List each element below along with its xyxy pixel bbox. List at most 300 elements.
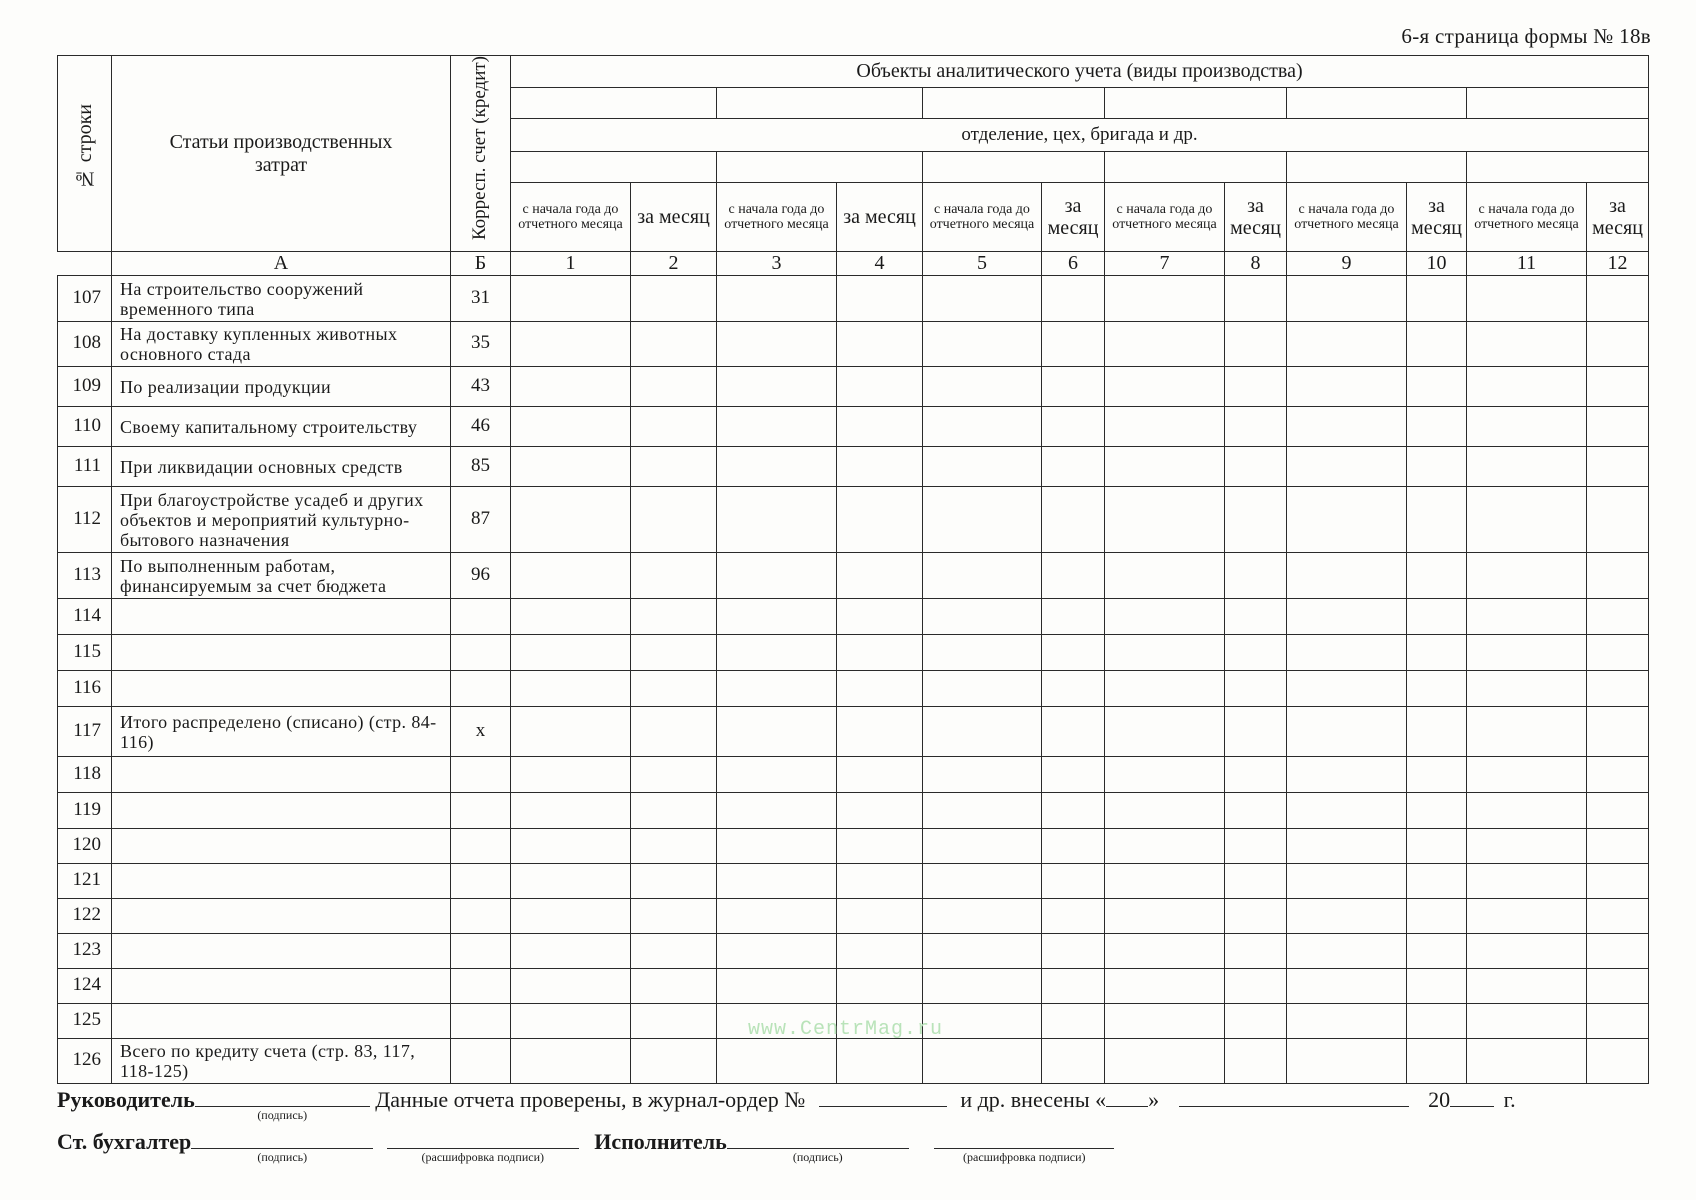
amount-cell[interactable] [1467, 553, 1587, 599]
amount-cell[interactable] [1587, 757, 1649, 793]
production-kind-cell[interactable] [923, 88, 1105, 119]
amount-cell[interactable] [1467, 864, 1587, 899]
amount-cell[interactable] [837, 864, 923, 899]
amount-cell[interactable] [923, 934, 1042, 969]
amount-cell[interactable] [1225, 1004, 1287, 1039]
production-kind-cell[interactable] [1105, 88, 1287, 119]
executor-signature-field[interactable]: (подпись) [727, 1128, 909, 1149]
amount-cell[interactable] [1042, 322, 1105, 367]
cost-article[interactable] [112, 969, 451, 1004]
amount-cell[interactable] [1225, 864, 1287, 899]
amount-cell[interactable] [511, 447, 631, 487]
amount-cell[interactable] [717, 276, 837, 322]
row-number: 115 [58, 635, 112, 671]
amount-cell[interactable] [1042, 793, 1105, 829]
amount-cell[interactable] [1042, 367, 1105, 407]
amount-cell[interactable] [1587, 864, 1649, 899]
amount-cell[interactable] [1105, 934, 1225, 969]
amount-cell[interactable] [1225, 322, 1287, 367]
production-kind-cell[interactable] [1287, 88, 1467, 119]
amount-cell[interactable] [1467, 487, 1587, 553]
amount-cell[interactable] [1225, 671, 1287, 707]
amount-cell[interactable] [1587, 671, 1649, 707]
amount-cell[interactable] [923, 864, 1042, 899]
amount-cell[interactable] [1287, 1004, 1407, 1039]
amount-cell[interactable] [1105, 635, 1225, 671]
amount-cell[interactable] [631, 969, 717, 1004]
amount-cell[interactable] [717, 899, 837, 934]
amount-cell[interactable] [1407, 793, 1467, 829]
amount-cell[interactable] [1042, 447, 1105, 487]
amount-cell[interactable] [923, 276, 1042, 322]
corr-account-value[interactable] [451, 899, 511, 934]
amount-cell[interactable] [1287, 407, 1407, 447]
cost-article: Своему капитальному строительству [112, 407, 451, 447]
amount-cell[interactable] [1287, 793, 1407, 829]
amount-cell[interactable] [837, 934, 923, 969]
amount-cell[interactable] [837, 322, 923, 367]
amount-cell[interactable] [511, 707, 631, 757]
amount-cell[interactable] [1042, 1004, 1105, 1039]
amount-cell[interactable] [1467, 934, 1587, 969]
amount-cell[interactable] [1042, 1039, 1105, 1084]
amount-cell[interactable] [1287, 322, 1407, 367]
form-page-reference: 6-я страница формы № 18в [1401, 24, 1651, 48]
amount-cell[interactable] [717, 367, 837, 407]
amount-cell[interactable] [923, 487, 1042, 553]
amount-cell[interactable] [837, 635, 923, 671]
amount-cell[interactable] [631, 934, 717, 969]
chief-accountant-signature-field[interactable]: (подпись) [191, 1128, 373, 1149]
amount-cell[interactable] [1287, 864, 1407, 899]
amount-cell[interactable] [837, 707, 923, 757]
corr-account-value[interactable] [451, 599, 511, 635]
executor-decode-field[interactable]: (расшифровка подписи) [934, 1128, 1114, 1149]
amount-cell[interactable] [1587, 487, 1649, 553]
amount-cell[interactable] [1587, 829, 1649, 864]
amount-cell[interactable] [717, 553, 837, 599]
amount-cell[interactable] [631, 671, 717, 707]
amount-cell[interactable] [1105, 322, 1225, 367]
amount-cell[interactable] [837, 599, 923, 635]
cost-article[interactable] [112, 864, 451, 899]
amount-cell[interactable] [1105, 276, 1225, 322]
corr-account-value[interactable] [451, 757, 511, 793]
amount-cell[interactable] [1042, 899, 1105, 934]
corr-account-value[interactable] [451, 864, 511, 899]
amount-cell[interactable] [1042, 635, 1105, 671]
amount-cell[interactable] [923, 635, 1042, 671]
amount-cell[interactable] [1105, 367, 1225, 407]
chief-accountant-decode-field[interactable]: (расшифровка подписи) [387, 1128, 579, 1149]
amount-cell[interactable] [923, 757, 1042, 793]
amount-cell[interactable] [511, 934, 631, 969]
amount-cell[interactable] [1467, 899, 1587, 934]
amount-cell[interactable] [717, 635, 837, 671]
amount-cell[interactable] [837, 1039, 923, 1084]
amount-cell[interactable] [1225, 487, 1287, 553]
amount-cell[interactable] [717, 447, 837, 487]
amount-cell[interactable] [837, 829, 923, 864]
amount-cell[interactable] [1587, 1004, 1649, 1039]
amount-cell[interactable] [1225, 447, 1287, 487]
production-kind-cell[interactable] [717, 88, 923, 119]
amount-cell[interactable] [1287, 707, 1407, 757]
cost-article[interactable] [112, 899, 451, 934]
amount-cell[interactable] [1467, 367, 1587, 407]
amount-cell[interactable] [1042, 864, 1105, 899]
amount-cell[interactable] [923, 671, 1042, 707]
corr-account-value[interactable] [451, 829, 511, 864]
cost-article[interactable] [112, 1004, 451, 1039]
amount-cell[interactable] [923, 1039, 1042, 1084]
amount-cell[interactable] [1042, 553, 1105, 599]
period-month-header: за месяц [837, 182, 923, 251]
cost-article: При ликвидации основных средств [112, 447, 451, 487]
production-kind-cell[interactable] [1467, 88, 1649, 119]
amount-cell[interactable] [631, 276, 717, 322]
amount-cell[interactable] [837, 367, 923, 407]
amount-cell[interactable] [1105, 553, 1225, 599]
amount-cell[interactable] [923, 969, 1042, 1004]
amount-cell[interactable] [1587, 707, 1649, 757]
corr-account-value[interactable] [451, 635, 511, 671]
amount-cell[interactable] [837, 487, 923, 553]
subdivision-cell[interactable] [511, 151, 717, 182]
amount-cell[interactable] [923, 407, 1042, 447]
amount-cell[interactable] [1587, 553, 1649, 599]
entry-year-field[interactable] [1450, 1086, 1494, 1107]
amount-cell[interactable] [631, 757, 717, 793]
amount-cell[interactable] [1225, 707, 1287, 757]
amount-cell[interactable] [923, 793, 1042, 829]
amount-cell[interactable] [511, 276, 631, 322]
amount-cell[interactable] [923, 829, 1042, 864]
production-kind-cell[interactable] [511, 88, 717, 119]
amount-cell[interactable] [511, 367, 631, 407]
amount-cell[interactable] [631, 447, 717, 487]
amount-cell[interactable] [923, 553, 1042, 599]
amount-cell[interactable] [717, 829, 837, 864]
amount-cell[interactable] [511, 1004, 631, 1039]
amount-cell[interactable] [923, 447, 1042, 487]
amount-cell[interactable] [1587, 407, 1649, 447]
amount-cell[interactable] [1287, 635, 1407, 671]
executor-label: Исполнитель [594, 1129, 727, 1154]
amount-cell[interactable] [1225, 553, 1287, 599]
amount-cell[interactable] [717, 407, 837, 447]
amount-cell[interactable] [1287, 757, 1407, 793]
amount-cell[interactable] [631, 322, 717, 367]
amount-cell[interactable] [511, 407, 631, 447]
amount-cell[interactable] [1225, 934, 1287, 969]
amount-cell[interactable] [1407, 757, 1467, 793]
amount-cell[interactable] [717, 599, 837, 635]
cost-article[interactable] [112, 934, 451, 969]
amount-cell[interactable] [631, 1004, 717, 1039]
entered-text: и др. внесены « [960, 1087, 1107, 1112]
amount-cell[interactable] [1407, 553, 1467, 599]
amount-cell[interactable] [1225, 899, 1287, 934]
amount-cell[interactable] [1225, 793, 1287, 829]
amount-cell[interactable] [1407, 969, 1467, 1004]
amount-cell[interactable] [631, 793, 717, 829]
amount-cell[interactable] [1287, 487, 1407, 553]
amount-cell[interactable] [1587, 635, 1649, 671]
amount-cell[interactable] [1287, 1039, 1407, 1084]
amount-cell[interactable] [1467, 969, 1587, 1004]
amount-cell[interactable] [1407, 899, 1467, 934]
amount-cell[interactable] [837, 969, 923, 1004]
amount-cell[interactable] [1467, 757, 1587, 793]
amount-cell[interactable] [1287, 829, 1407, 864]
subdivision-cell[interactable] [923, 151, 1105, 182]
amount-cell[interactable] [1225, 757, 1287, 793]
amount-cell[interactable] [1287, 969, 1407, 1004]
amount-cell[interactable] [923, 599, 1042, 635]
journal-order-number-field[interactable] [819, 1086, 947, 1107]
amount-cell[interactable] [1105, 1039, 1225, 1084]
amount-cell[interactable] [923, 322, 1042, 367]
subdivision-cell[interactable] [1287, 151, 1467, 182]
amount-cell[interactable] [1587, 447, 1649, 487]
subdivision-cell[interactable] [1105, 151, 1287, 182]
amount-cell[interactable] [1287, 934, 1407, 969]
amount-cell[interactable] [1105, 793, 1225, 829]
amount-cell[interactable] [1042, 934, 1105, 969]
amount-cell[interactable] [1407, 322, 1467, 367]
amount-cell[interactable] [717, 707, 837, 757]
subdivision-cell[interactable] [1467, 151, 1649, 182]
corr-account-value[interactable] [451, 934, 511, 969]
head-signature-field[interactable]: (подпись) [195, 1086, 370, 1107]
amount-cell[interactable] [1407, 671, 1467, 707]
amount-cell[interactable] [511, 793, 631, 829]
amount-cell[interactable] [1587, 969, 1649, 1004]
amount-cell[interactable] [1042, 599, 1105, 635]
amount-cell[interactable] [631, 367, 717, 407]
amount-cell[interactable] [837, 407, 923, 447]
amount-cell[interactable] [1587, 367, 1649, 407]
amount-cell[interactable] [1467, 322, 1587, 367]
amount-cell[interactable] [837, 793, 923, 829]
amount-cell[interactable] [511, 757, 631, 793]
amount-cell[interactable] [1042, 487, 1105, 553]
amount-cell[interactable] [1287, 553, 1407, 599]
amount-cell[interactable] [1105, 487, 1225, 553]
amount-cell[interactable] [1467, 1039, 1587, 1084]
amount-cell[interactable] [1467, 635, 1587, 671]
cost-article[interactable] [112, 635, 451, 671]
corr-account-value[interactable] [451, 1039, 511, 1084]
subdivision-header: отделение, цех, бригада и др. [511, 119, 1649, 151]
amount-cell[interactable] [1042, 707, 1105, 757]
amount-cell[interactable] [1467, 793, 1587, 829]
amount-cell[interactable] [1105, 1004, 1225, 1039]
amount-cell[interactable] [1407, 367, 1467, 407]
amount-cell[interactable] [1042, 407, 1105, 447]
amount-cell[interactable] [717, 934, 837, 969]
amount-cell[interactable] [1042, 757, 1105, 793]
amount-cell[interactable] [717, 671, 837, 707]
corr-account-value: 87 [451, 487, 511, 553]
cost-article[interactable] [112, 671, 451, 707]
amount-cell[interactable] [1105, 757, 1225, 793]
amount-cell[interactable] [1042, 829, 1105, 864]
row-number: 125 [58, 1004, 112, 1039]
amount-cell[interactable] [1225, 407, 1287, 447]
amount-cell[interactable] [1587, 599, 1649, 635]
amount-cell[interactable] [1105, 599, 1225, 635]
amount-cell[interactable] [1407, 447, 1467, 487]
amount-cell[interactable] [923, 367, 1042, 407]
amount-cell[interactable] [1105, 829, 1225, 864]
amount-cell[interactable] [1467, 1004, 1587, 1039]
amount-cell[interactable] [1407, 635, 1467, 671]
amount-cell[interactable] [1042, 671, 1105, 707]
amount-cell[interactable] [511, 864, 631, 899]
amount-cell[interactable] [717, 969, 837, 1004]
amount-cell[interactable] [511, 829, 631, 864]
corr-account-value[interactable] [451, 793, 511, 829]
period-month-header: за месяц [1407, 182, 1467, 251]
amount-cell[interactable] [511, 635, 631, 671]
amount-cell[interactable] [1407, 599, 1467, 635]
row-number: 114 [58, 599, 112, 635]
amount-cell[interactable] [1105, 671, 1225, 707]
corr-account-value[interactable] [451, 969, 511, 1004]
corr-account-value[interactable] [451, 1004, 511, 1039]
amount-cell[interactable] [1407, 934, 1467, 969]
amount-cell[interactable] [1407, 487, 1467, 553]
amount-cell[interactable] [631, 407, 717, 447]
amount-cell[interactable] [1287, 899, 1407, 934]
amount-cell[interactable] [1287, 447, 1407, 487]
amount-cell[interactable] [1225, 1039, 1287, 1084]
amount-cell[interactable] [1587, 276, 1649, 322]
amount-cell[interactable] [631, 899, 717, 934]
amount-cell[interactable] [717, 757, 837, 793]
amount-cell[interactable] [1105, 707, 1225, 757]
row-number: 121 [58, 864, 112, 899]
amount-cell[interactable] [511, 599, 631, 635]
amount-cell[interactable] [1225, 969, 1287, 1004]
amount-cell[interactable] [1042, 276, 1105, 322]
amount-cell[interactable] [1105, 969, 1225, 1004]
amount-cell[interactable] [717, 487, 837, 553]
amount-cell[interactable] [1587, 899, 1649, 934]
amount-cell[interactable] [923, 707, 1042, 757]
amount-cell[interactable] [1587, 1039, 1649, 1084]
amount-cell[interactable] [511, 322, 631, 367]
amount-cell[interactable] [837, 447, 923, 487]
amount-cell[interactable] [1225, 276, 1287, 322]
amount-cell[interactable] [1407, 1039, 1467, 1084]
amount-cell[interactable] [837, 276, 923, 322]
amount-cell[interactable] [1407, 1004, 1467, 1039]
amount-cell[interactable] [1105, 447, 1225, 487]
entry-month-field[interactable] [1179, 1086, 1409, 1107]
amount-cell[interactable] [1467, 707, 1587, 757]
amount-cell[interactable] [511, 553, 631, 599]
amount-cell[interactable] [1225, 367, 1287, 407]
amount-cell[interactable] [837, 671, 923, 707]
amount-cell[interactable] [631, 864, 717, 899]
amount-cell[interactable] [837, 553, 923, 599]
amount-cell[interactable] [631, 599, 717, 635]
amount-cell[interactable] [1105, 899, 1225, 934]
amount-cell[interactable] [717, 1039, 837, 1084]
amount-cell[interactable] [1407, 707, 1467, 757]
amount-cell[interactable] [511, 1039, 631, 1084]
table-row [58, 487, 1649, 553]
amount-cell[interactable] [631, 1039, 717, 1084]
amount-cell[interactable] [1225, 635, 1287, 671]
amount-cell[interactable] [1407, 829, 1467, 864]
amount-cell[interactable] [1467, 829, 1587, 864]
amount-cell[interactable] [1407, 864, 1467, 899]
amount-cell[interactable] [717, 322, 837, 367]
amount-cell[interactable] [1587, 934, 1649, 969]
column-index-cell: 10 [1407, 252, 1467, 276]
column-index-cell: 3 [717, 252, 837, 276]
amount-cell[interactable] [511, 487, 631, 553]
amount-cell[interactable] [511, 671, 631, 707]
amount-cell[interactable] [631, 553, 717, 599]
amount-cell[interactable] [631, 635, 717, 671]
entry-day-field[interactable] [1106, 1086, 1148, 1107]
amount-cell[interactable] [511, 899, 631, 934]
amount-cell[interactable] [1587, 793, 1649, 829]
amount-cell[interactable] [1042, 969, 1105, 1004]
amount-cell[interactable] [1225, 599, 1287, 635]
amount-cell[interactable] [631, 487, 717, 553]
amount-cell[interactable] [1467, 671, 1587, 707]
amount-cell[interactable] [1467, 407, 1587, 447]
amount-cell[interactable] [1467, 447, 1587, 487]
amount-cell[interactable] [1587, 322, 1649, 367]
amount-cell[interactable] [1225, 829, 1287, 864]
cost-article[interactable] [112, 599, 451, 635]
amount-cell[interactable] [511, 969, 631, 1004]
amount-cell[interactable] [717, 793, 837, 829]
amount-cell[interactable] [1105, 407, 1225, 447]
amount-cell[interactable] [631, 707, 717, 757]
amount-cell[interactable] [1105, 864, 1225, 899]
amount-cell[interactable] [1407, 276, 1467, 322]
table-row [58, 447, 1649, 487]
amount-cell[interactable] [1467, 599, 1587, 635]
amount-cell[interactable] [1287, 367, 1407, 407]
amount-cell[interactable] [837, 757, 923, 793]
cost-article[interactable] [112, 757, 451, 793]
amount-cell[interactable] [923, 899, 1042, 934]
amount-cell[interactable] [717, 864, 837, 899]
checked-text: Данные отчета проверены, в журнал-ордер № [375, 1087, 806, 1112]
amount-cell[interactable] [837, 899, 923, 934]
cost-article[interactable] [112, 829, 451, 864]
amount-cell[interactable] [1287, 276, 1407, 322]
year-prefix: 20 [1428, 1087, 1451, 1112]
amount-cell[interactable] [1467, 276, 1587, 322]
amount-cell[interactable] [631, 829, 717, 864]
cost-article[interactable] [112, 793, 451, 829]
amount-cell[interactable] [1287, 671, 1407, 707]
subdivision-cell[interactable] [717, 151, 923, 182]
corr-account-value[interactable] [451, 671, 511, 707]
amount-cell[interactable] [1407, 407, 1467, 447]
amount-cell[interactable] [1287, 599, 1407, 635]
